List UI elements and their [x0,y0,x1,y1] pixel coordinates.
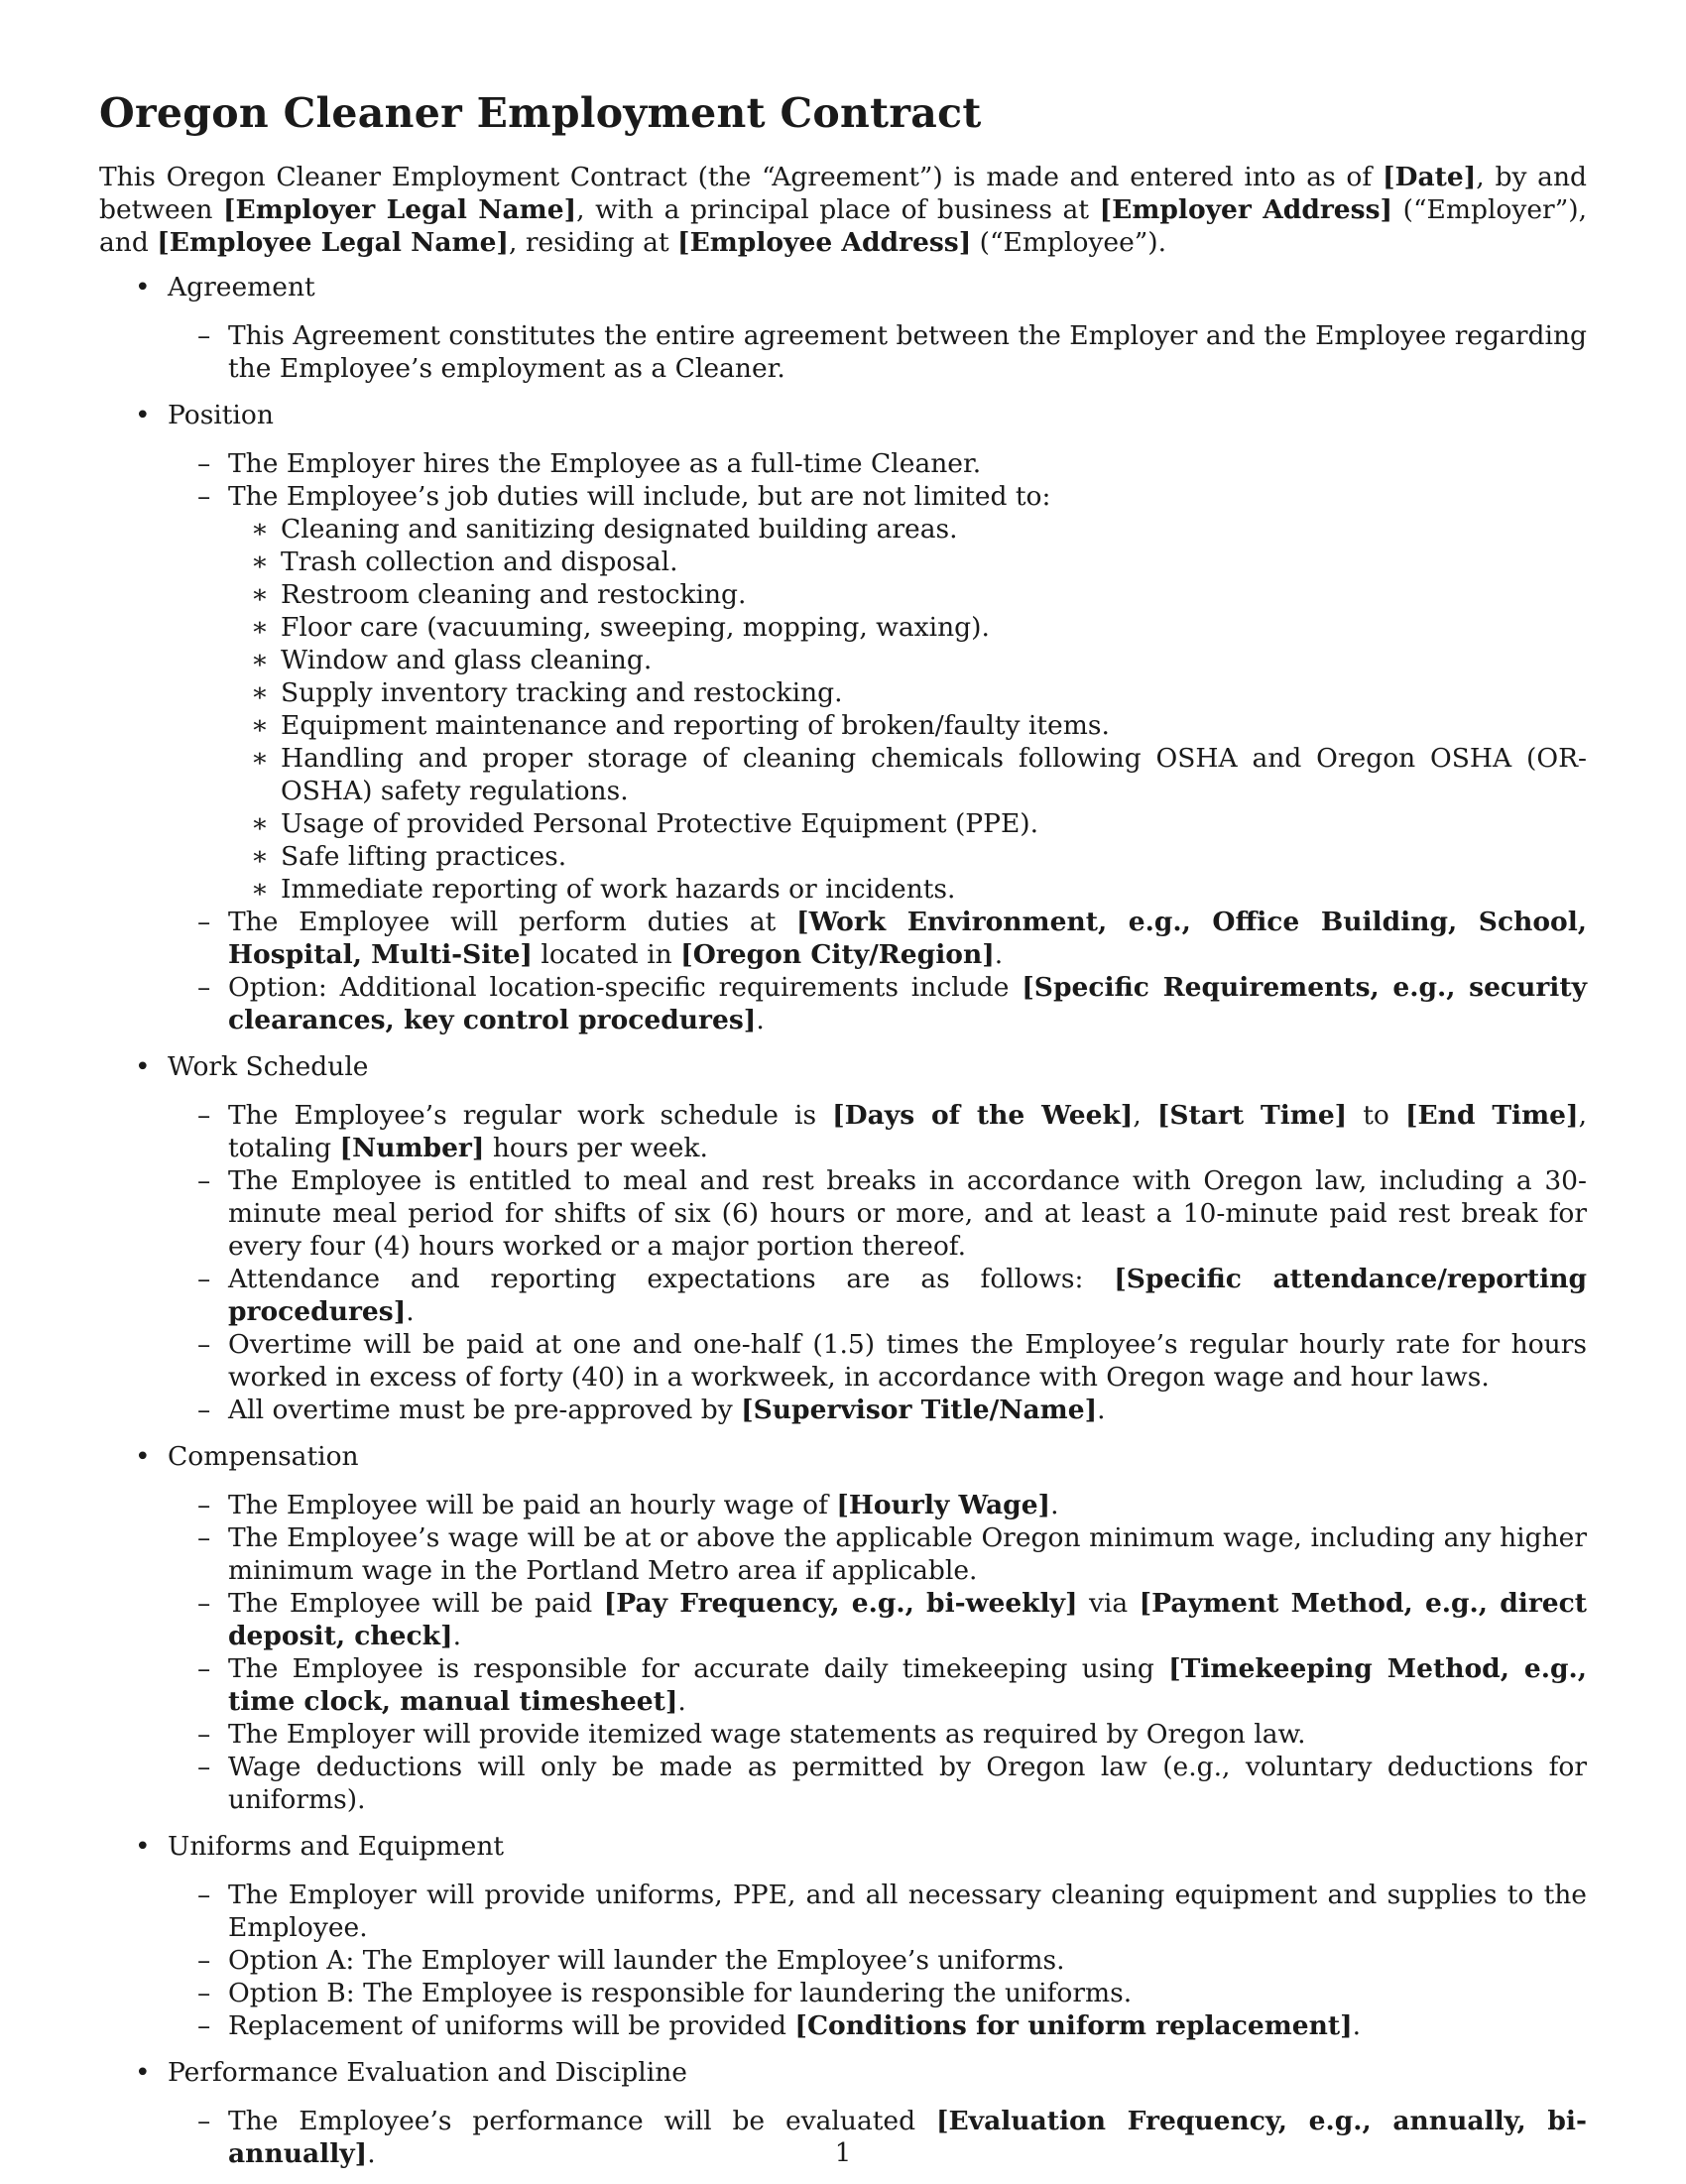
section-uniforms-equipment [99,1830,1587,2042]
clause-item [168,1652,1587,1718]
duty-item: ∗ Floor care (vacuuming, sweeping, mopping, waxing). [228,611,1587,644]
clause-text: . [1050,1490,1059,1520]
clause-item: – Wage deductions will only be made as permitted by Oregon law (e.g., voluntary deductions for uniforms). [168,1751,1587,1816]
clause-text: via [1077,1588,1140,1619]
intro-text: (“Employee”). [971,227,1167,258]
section-heading: • Position [168,400,274,430]
section-heading: • Work Schedule [168,1051,369,1082]
clause-item: – The Employee is entitled to meal and rest breaks in accordance with Oregon law, including a 30-minute meal period for shifts of six (6) hours or more, and at least a 10-minute paid rest break for every four (4) hours worked or a major portion thereof. [168,1164,1587,1263]
clause-text: hours per week. [484,1133,708,1163]
clause-text: The Employee’s performance will be evaluated [228,2106,936,2136]
duty-item: ∗ Supply inventory tracking and restocking. [228,676,1587,709]
clause-item [168,1263,1587,1328]
section-heading: • Compensation [168,1441,359,1472]
clause-item: – This Agreement constitutes the entire agreement between the Employer and the Employee regarding the Employee’s employment as a Cleaner. [168,319,1587,385]
clause-list [168,1489,1587,1816]
clause-item: – The Employer will provide uniforms, PPE, and all necessary cleaning equipment and supplies to the Employee. [168,1879,1587,1944]
section-heading: • Uniforms and Equipment [168,1831,505,1862]
clause-text: to [1347,1100,1405,1131]
clause-text: The Employee’s regular work schedule is [228,1100,833,1131]
section-work-schedule [99,1050,1587,1426]
date-placeholder: [Date] [1382,162,1477,192]
clause-list [168,319,1587,385]
clause-list [168,1879,1587,2042]
duty-item: ∗ Safe lifting practices. [228,840,1587,873]
clause-text: . [367,2138,376,2169]
attendance-placeholder: [Specific attendance/reporting procedures] [228,1264,1587,1327]
clause-item: – Option B: The Employee is responsible for laundering the uniforms. [168,1977,1587,2009]
payment-method-placeholder: [Payment Method, e.g., direct deposit, check] [228,1588,1588,1651]
clause-item [168,1099,1587,1164]
clause-item [168,1394,1587,1426]
section-list [99,271,1587,2170]
clause-text: The Employee will perform duties at [228,907,797,937]
duty-item: ∗ Window and glass cleaning. [228,644,1587,676]
supervisor-placeholder: [Supervisor Title/Name] [741,1395,1098,1425]
clause-item: – The Employer hires the Employee as a full-time Cleaner. [168,447,1587,480]
clause-text: Replacement of uniforms will be provided [228,2010,795,2041]
clause-text: , [1133,1100,1157,1131]
clause-text: . [677,1686,686,1717]
intro-text: , residing at [508,227,678,258]
clause-item: – Option A: The Employer will launder the Employee’s uniforms. [168,1944,1587,1977]
hourly-wage-placeholder: [Hourly Wage] [836,1490,1051,1520]
clause-text: . [1097,1395,1106,1425]
clause-text: The Employee will be paid an hourly wage of [228,1490,837,1520]
duty-item: ∗ Usage of provided Personal Protective Equipment (PPE). [228,807,1587,840]
clause-list [168,1099,1587,1426]
page-number: 1 [834,2138,852,2168]
days-placeholder: [Days of the Week] [832,1100,1134,1131]
document-title: Oregon Cleaner Employment Contract [99,89,982,137]
section-heading: • Agreement [168,272,315,303]
clause-item [168,906,1587,971]
clause-text: . [994,939,1004,970]
duties-list [228,513,1587,906]
intro-text: , with a principal place of business at [576,194,1100,225]
duty-item: ∗ Trash collection and disposal. [228,546,1587,578]
clause-item: – The Employee’s wage will be at or above the applicable Oregon minimum wage, including any higher minimum wage in the Portland Metro area if applicable. [168,1521,1587,1587]
clause-item: – The Employer will provide itemized wage statements as required by Oregon law. [168,1718,1587,1751]
duty-item: ∗ Handling and proper storage of cleaning chemicals following OSHA and Oregon OSHA (OR-OSHA) safety regulations. [228,742,1587,807]
clause-text: . [452,1621,462,1651]
duty-item: ∗ Restroom cleaning and restocking. [228,578,1587,611]
duty-item: ∗ Cleaning and sanitizing designated building areas. [228,513,1587,546]
end-time-placeholder: [End Time] [1404,1100,1579,1131]
evaluation-frequency-placeholder: [Evaluation Frequency, e.g., annually, bi-annually] [228,2106,1587,2169]
duty-item: ∗ Equipment maintenance and reporting of broken/faulty items. [228,709,1587,742]
clause-item [168,1489,1587,1521]
document-page [99,87,1587,2184]
intro-text: (“Employer”), and [99,194,1588,258]
intro-text: This Oregon Cleaner Employment Contract (the “Agreement”) is made and entered into as of [99,162,1383,192]
employee-name-placeholder: [Employee Legal Name] [157,227,509,258]
start-time-placeholder: [Start Time] [1156,1100,1348,1131]
duty-item: ∗ Immediate reporting of work hazards or incidents. [228,873,1587,906]
section-agreement [99,271,1587,385]
employee-address-placeholder: [Employee Address] [677,227,972,258]
clause-item [168,971,1587,1036]
clause-item [168,2009,1587,2042]
hours-placeholder: [Number] [339,1133,485,1163]
clause-text: . [1352,2010,1362,2041]
replacement-conditions-placeholder: [Conditions for uniform replacement] [794,2010,1353,2041]
clause-text: , totaling [228,1100,1587,1163]
pay-frequency-placeholder: [Pay Frequency, e.g., bi-weekly] [603,1588,1078,1619]
clause-text: Option: Additional location-specific requirements include [228,972,1023,1003]
timekeeping-placeholder: [Timekeeping Method, e.g., time clock, manual timesheet] [228,1653,1587,1717]
clause-text: located in [532,939,681,970]
clause-text: All overtime must be pre-approved by [228,1395,742,1425]
clause-item [168,480,1587,906]
requirements-placeholder: [Specific Requirements, e.g., security clearances, key control procedures] [228,972,1588,1035]
clause-text: The Employee’s job duties will include, but are not limited to: [228,481,1051,512]
clause-text: Attendance and reporting expectations are as follows: [228,1264,1115,1294]
section-heading: • Performance Evaluation and Discipline [168,2057,687,2088]
employer-address-placeholder: [Employer Address] [1099,194,1393,225]
intro-paragraph [99,161,1587,259]
intro-text: , by and between [99,162,1587,225]
section-compensation [99,1440,1587,1816]
work-environment-placeholder: [Work Environment, e.g., Office Building, School, Hospital, Multi-Site] [228,907,1587,970]
clause-item [168,1587,1587,1652]
clause-text: . [756,1005,765,1035]
clause-text: . [406,1296,415,1327]
clause-text: The Employee will be paid [228,1588,604,1619]
clause-item: – Overtime will be paid at one and one-half (1.5) times the Employee’s regular hourly rate for hours worked in excess of forty (40) in a workweek, in accordance with Oregon wage and hour laws. [168,1328,1587,1394]
section-position [99,399,1587,1036]
clause-list [168,447,1587,1036]
clause-text: The Employee is responsible for accurate daily timekeeping using [228,1653,1169,1684]
employer-name-placeholder: [Employer Legal Name] [223,194,577,225]
city-placeholder: [Oregon City/Region] [680,939,995,970]
